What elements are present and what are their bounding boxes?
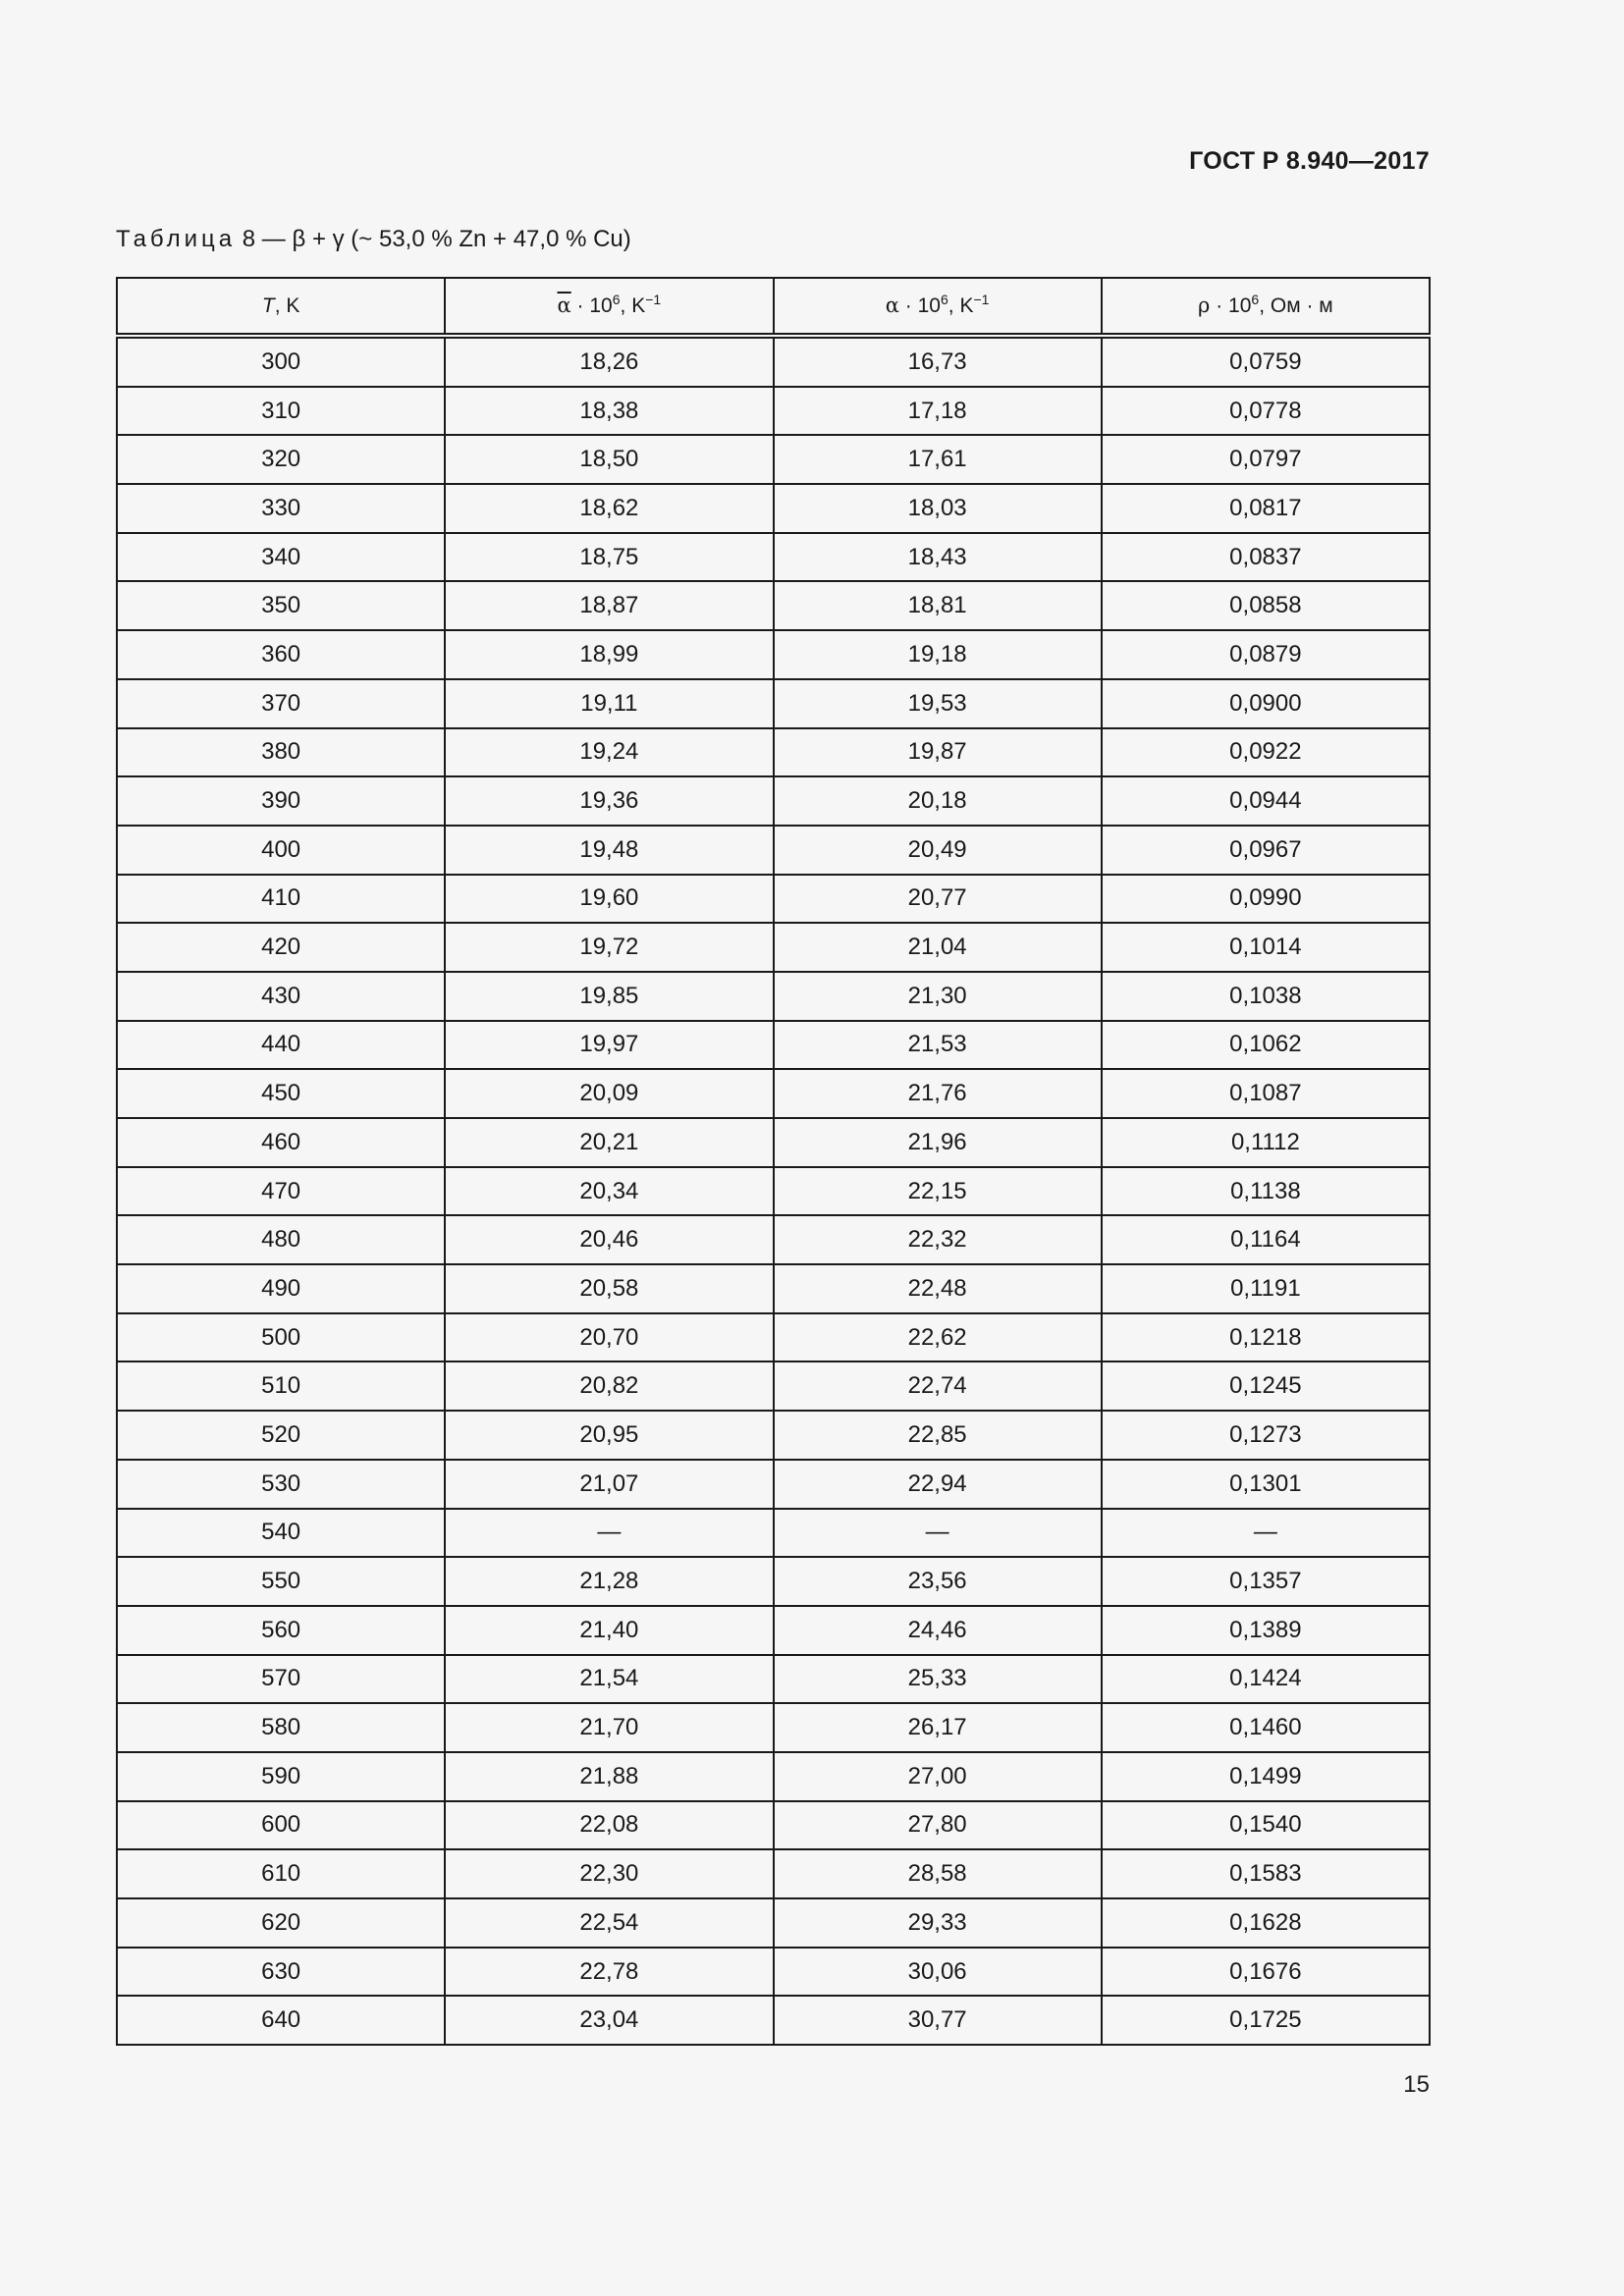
expansion-cell: 21,76 — [774, 1069, 1102, 1118]
table-row — [117, 679, 1430, 728]
mean-expansion-cell: 18,26 — [445, 336, 773, 387]
table-row — [117, 1752, 1430, 1801]
table-row — [117, 1606, 1430, 1655]
resistivity-cell: 0,0900 — [1102, 679, 1430, 728]
rho-unit: , Ом · м — [1259, 294, 1333, 317]
expansion-cell: 26,17 — [774, 1703, 1102, 1752]
resistivity-cell: 0,0922 — [1102, 728, 1430, 777]
table-row — [117, 1655, 1430, 1704]
table-row — [117, 1557, 1430, 1606]
resistivity-cell: 0,0797 — [1102, 435, 1430, 484]
table-row — [117, 1411, 1430, 1460]
temperature-cell: 500 — [117, 1313, 445, 1362]
table-row — [117, 728, 1430, 777]
table-header — [117, 278, 1430, 336]
resistivity-cell: 0,1218 — [1102, 1313, 1430, 1362]
expansion-cell: 27,80 — [774, 1801, 1102, 1850]
table-row — [117, 1948, 1430, 1997]
resistivity-cell: 0,0990 — [1102, 875, 1430, 924]
resistivity-cell: 0,1357 — [1102, 1557, 1430, 1606]
table-row — [117, 533, 1430, 582]
expansion-cell: 18,43 — [774, 533, 1102, 582]
temperature-cell: 390 — [117, 776, 445, 826]
mean-expansion-cell: 19,72 — [445, 923, 773, 972]
resistivity-cell: 0,1460 — [1102, 1703, 1430, 1752]
mean-expansion-cell: 20,58 — [445, 1264, 773, 1313]
table-row — [117, 484, 1430, 533]
resistivity-cell: 0,1424 — [1102, 1655, 1430, 1704]
alpha-unit-exponent: −1 — [973, 292, 990, 307]
resistivity-cell: 0,1583 — [1102, 1849, 1430, 1898]
column-header-mean-expansion — [445, 278, 773, 336]
temperature-cell: 520 — [117, 1411, 445, 1460]
rho-symbol: ρ — [1198, 294, 1211, 317]
data-table — [116, 277, 1431, 2046]
mean-expansion-cell: 22,54 — [445, 1898, 773, 1948]
resistivity-cell: 0,1014 — [1102, 923, 1430, 972]
mean-expansion-cell: 19,24 — [445, 728, 773, 777]
temperature-cell: 370 — [117, 679, 445, 728]
rho-factor: · 10 — [1210, 294, 1252, 317]
page-number: 15 — [1403, 2071, 1430, 2098]
expansion-cell: 22,15 — [774, 1167, 1102, 1216]
mean-expansion-cell: 19,48 — [445, 826, 773, 875]
expansion-cell: 20,77 — [774, 875, 1102, 924]
temperature-cell: 450 — [117, 1069, 445, 1118]
resistivity-cell: 0,1112 — [1102, 1118, 1430, 1167]
expansion-cell: 19,87 — [774, 728, 1102, 777]
resistivity-cell: 0,0837 — [1102, 533, 1430, 582]
resistivity-cell: 0,1540 — [1102, 1801, 1430, 1850]
table-row — [117, 1264, 1430, 1313]
table-header-row — [117, 278, 1430, 336]
mean-expansion-cell: 21,40 — [445, 1606, 773, 1655]
temperature-cell: 410 — [117, 875, 445, 924]
mean-expansion-cell: 18,38 — [445, 387, 773, 436]
mean-expansion-cell: 21,88 — [445, 1752, 773, 1801]
table-row — [117, 1849, 1430, 1898]
table-row — [117, 1313, 1430, 1362]
temperature-cell: 330 — [117, 484, 445, 533]
resistivity-cell: 0,1087 — [1102, 1069, 1430, 1118]
expansion-cell: 16,73 — [774, 336, 1102, 387]
expansion-cell: 25,33 — [774, 1655, 1102, 1704]
document-code: ГОСТ Р 8.940—2017 — [1189, 147, 1430, 175]
table-row — [117, 1898, 1430, 1948]
temperature-symbol: T — [261, 294, 275, 317]
table-caption — [116, 226, 631, 253]
table-body — [117, 336, 1430, 2045]
table-caption-text: 8 — β + γ (~ 53,0 % Zn + 47,0 % Cu) — [242, 226, 631, 252]
table-row — [117, 776, 1430, 826]
mean-expansion-cell: 18,87 — [445, 581, 773, 630]
resistivity-cell: 0,1301 — [1102, 1460, 1430, 1509]
expansion-cell: 18,03 — [774, 484, 1102, 533]
mean-expansion-cell: — — [445, 1509, 773, 1558]
mean-alpha-symbol: $\overline{\alpha}$ — [557, 294, 571, 317]
resistivity-cell: 0,0944 — [1102, 776, 1430, 826]
temperature-cell: 550 — [117, 1557, 445, 1606]
temperature-cell: 360 — [117, 630, 445, 679]
alpha-factor: · 10 — [898, 294, 941, 317]
mean-expansion-cell: 19,85 — [445, 972, 773, 1021]
mean-expansion-cell: 22,30 — [445, 1849, 773, 1898]
expansion-cell: 22,74 — [774, 1362, 1102, 1411]
table-row — [117, 336, 1430, 387]
alpha-exponent: 6 — [941, 292, 948, 307]
mean-expansion-cell: 22,08 — [445, 1801, 773, 1850]
temperature-cell: 590 — [117, 1752, 445, 1801]
temperature-cell: 440 — [117, 1021, 445, 1070]
expansion-cell: 22,32 — [774, 1215, 1102, 1264]
expansion-cell: 23,56 — [774, 1557, 1102, 1606]
mean-expansion-cell: 20,95 — [445, 1411, 773, 1460]
mean-expansion-cell: 21,28 — [445, 1557, 773, 1606]
temperature-cell: 340 — [117, 533, 445, 582]
table-row — [117, 1996, 1430, 2045]
expansion-cell: 17,61 — [774, 435, 1102, 484]
expansion-cell: 18,81 — [774, 581, 1102, 630]
temperature-cell: 320 — [117, 435, 445, 484]
column-header-temperature — [117, 278, 445, 336]
table-row — [117, 630, 1430, 679]
table-caption-label: Таблица — [116, 226, 237, 252]
mean-expansion-cell: 19,36 — [445, 776, 773, 826]
table-row — [117, 1167, 1430, 1216]
mean-expansion-cell: 21,54 — [445, 1655, 773, 1704]
temperature-cell: 460 — [117, 1118, 445, 1167]
mean-alpha-exponent: 6 — [612, 292, 621, 307]
temperature-cell: 380 — [117, 728, 445, 777]
temperature-cell: 620 — [117, 1898, 445, 1948]
table-row — [117, 581, 1430, 630]
table-row — [117, 972, 1430, 1021]
temperature-cell: 640 — [117, 1996, 445, 2045]
table-row — [117, 387, 1430, 436]
expansion-cell: 19,18 — [774, 630, 1102, 679]
table-row — [117, 1460, 1430, 1509]
resistivity-cell: 0,0879 — [1102, 630, 1430, 679]
mean-expansion-cell: 19,11 — [445, 679, 773, 728]
mean-expansion-cell: 20,70 — [445, 1313, 773, 1362]
table-row — [117, 1509, 1430, 1558]
table-row — [117, 1703, 1430, 1752]
resistivity-cell: 0,1164 — [1102, 1215, 1430, 1264]
resistivity-cell: 0,1725 — [1102, 1996, 1430, 2045]
rho-exponent: 6 — [1251, 292, 1260, 307]
mean-expansion-cell: 20,46 — [445, 1215, 773, 1264]
temperature-cell: 420 — [117, 923, 445, 972]
temperature-cell: 570 — [117, 1655, 445, 1704]
mean-expansion-cell: 18,99 — [445, 630, 773, 679]
resistivity-cell: 0,1676 — [1102, 1948, 1430, 1997]
alpha-unit: , K — [947, 294, 974, 317]
expansion-cell: 20,18 — [774, 776, 1102, 826]
mean-expansion-cell: 23,04 — [445, 1996, 773, 2045]
resistivity-cell: 0,1138 — [1102, 1167, 1430, 1216]
table-row — [117, 875, 1430, 924]
resistivity-cell: 0,0858 — [1102, 581, 1430, 630]
table-row — [117, 923, 1430, 972]
expansion-cell: 24,46 — [774, 1606, 1102, 1655]
table-row — [117, 826, 1430, 875]
expansion-cell: 21,53 — [774, 1021, 1102, 1070]
expansion-cell: — — [774, 1509, 1102, 1558]
expansion-cell: 30,06 — [774, 1948, 1102, 1997]
expansion-cell: 22,94 — [774, 1460, 1102, 1509]
resistivity-cell: 0,1499 — [1102, 1752, 1430, 1801]
resistivity-cell: 0,1038 — [1102, 972, 1430, 1021]
table-row — [117, 1362, 1430, 1411]
mean-expansion-cell: 20,34 — [445, 1167, 773, 1216]
resistivity-cell: 0,1389 — [1102, 1606, 1430, 1655]
table-row — [117, 1215, 1430, 1264]
table-row — [117, 1118, 1430, 1167]
temperature-cell: 600 — [117, 1801, 445, 1850]
expansion-cell: 29,33 — [774, 1898, 1102, 1948]
mean-expansion-cell: 22,78 — [445, 1948, 773, 1997]
expansion-cell: 21,04 — [774, 923, 1102, 972]
mean-alpha-unit-exponent: −1 — [645, 292, 662, 307]
temperature-cell: 300 — [117, 336, 445, 387]
column-header-expansion — [774, 278, 1102, 336]
resistivity-cell: 0,1191 — [1102, 1264, 1430, 1313]
temperature-cell: 580 — [117, 1703, 445, 1752]
resistivity-cell: 0,1245 — [1102, 1362, 1430, 1411]
temperature-cell: 350 — [117, 581, 445, 630]
expansion-cell: 17,18 — [774, 387, 1102, 436]
mean-expansion-cell: 18,50 — [445, 435, 773, 484]
mean-expansion-cell: 20,09 — [445, 1069, 773, 1118]
table-row — [117, 1021, 1430, 1070]
temperature-cell: 560 — [117, 1606, 445, 1655]
temperature-cell: 610 — [117, 1849, 445, 1898]
expansion-cell: 22,85 — [774, 1411, 1102, 1460]
mean-expansion-cell: 21,07 — [445, 1460, 773, 1509]
mean-expansion-cell: 19,97 — [445, 1021, 773, 1070]
alpha-symbol: α — [885, 294, 899, 317]
column-header-resistivity — [1102, 278, 1430, 336]
resistivity-cell: 0,0817 — [1102, 484, 1430, 533]
mean-expansion-cell: 21,70 — [445, 1703, 773, 1752]
temperature-cell: 470 — [117, 1167, 445, 1216]
expansion-cell: 21,96 — [774, 1118, 1102, 1167]
expansion-cell: 30,77 — [774, 1996, 1102, 2045]
resistivity-cell: — — [1102, 1509, 1430, 1558]
mean-expansion-cell: 19,60 — [445, 875, 773, 924]
table-row — [117, 435, 1430, 484]
resistivity-cell: 0,0778 — [1102, 387, 1430, 436]
expansion-cell: 19,53 — [774, 679, 1102, 728]
temperature-unit: , K — [274, 294, 300, 317]
expansion-cell: 22,48 — [774, 1264, 1102, 1313]
expansion-cell: 20,49 — [774, 826, 1102, 875]
mean-alpha-unit: , K — [620, 294, 646, 317]
expansion-cell: 28,58 — [774, 1849, 1102, 1898]
temperature-cell: 530 — [117, 1460, 445, 1509]
expansion-cell: 22,62 — [774, 1313, 1102, 1362]
resistivity-cell: 0,1062 — [1102, 1021, 1430, 1070]
mean-expansion-cell: 20,21 — [445, 1118, 773, 1167]
table-row — [117, 1801, 1430, 1850]
mean-expansion-cell: 20,82 — [445, 1362, 773, 1411]
expansion-cell: 21,30 — [774, 972, 1102, 1021]
temperature-cell: 490 — [117, 1264, 445, 1313]
temperature-cell: 510 — [117, 1362, 445, 1411]
temperature-cell: 540 — [117, 1509, 445, 1558]
resistivity-cell: 0,0967 — [1102, 826, 1430, 875]
mean-alpha-factor: · 10 — [570, 294, 613, 317]
temperature-cell: 430 — [117, 972, 445, 1021]
resistivity-cell: 0,1273 — [1102, 1411, 1430, 1460]
resistivity-cell: 0,1628 — [1102, 1898, 1430, 1948]
table-row — [117, 1069, 1430, 1118]
temperature-cell: 480 — [117, 1215, 445, 1264]
temperature-cell: 630 — [117, 1948, 445, 1997]
mean-expansion-cell: 18,62 — [445, 484, 773, 533]
mean-expansion-cell: 18,75 — [445, 533, 773, 582]
temperature-cell: 400 — [117, 826, 445, 875]
expansion-cell: 27,00 — [774, 1752, 1102, 1801]
resistivity-cell: 0,0759 — [1102, 336, 1430, 387]
temperature-cell: 310 — [117, 387, 445, 436]
